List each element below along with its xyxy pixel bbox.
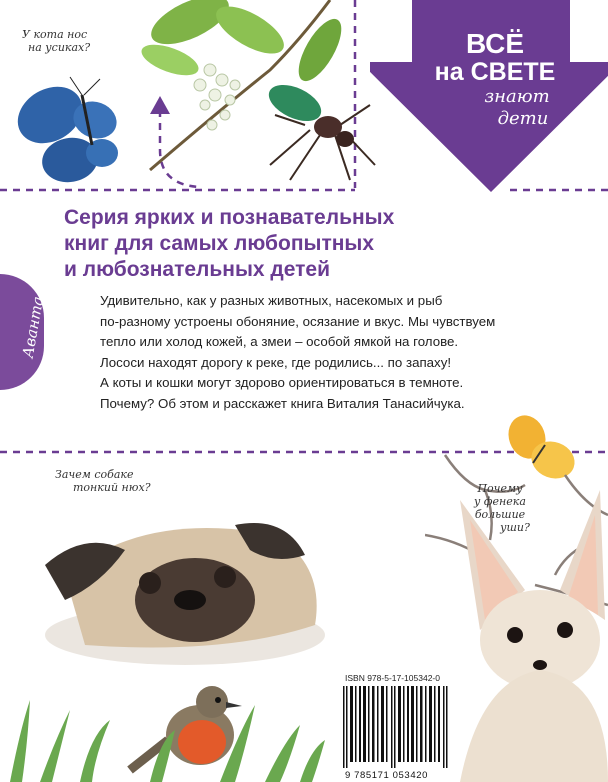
book-description (100, 291, 560, 415)
cat-question (22, 28, 90, 54)
headline-line-1: Серия ярких и познавательных (64, 206, 395, 229)
dog-question-line-2: тонкий нюх? (73, 481, 151, 494)
fox-question-line-4: уши? (500, 521, 530, 534)
pug-dog (25, 505, 325, 675)
logo-line-3: знают (484, 86, 550, 107)
logo-line-4: дети (497, 108, 549, 129)
cat-question-line-2: на усиках? (28, 41, 91, 54)
dog-question-line-1: Зачем собаке (55, 468, 134, 481)
fox-question-line-3: большие (474, 508, 526, 521)
headline-line-3: и любознательных детей (64, 258, 331, 281)
logo-line-2: на СВЕТЕ (434, 58, 556, 86)
grass (0, 700, 330, 782)
description-line-2: по-разному устроены обоняние, осязание и вкус. Мы чувствуем (100, 313, 496, 329)
description-line-1: Удивительно, как у разных животных, насекомых и рыб (100, 293, 443, 308)
description-line-4: Лососи находят дорогу к реке, где родились... по запаху! (100, 354, 452, 370)
series-logo-text (405, 30, 585, 130)
description-line-5: А коты и кошки могут здорово ориентироваться в темноте. (100, 375, 464, 391)
headline-line-2: книг для самых любопытных (64, 232, 375, 255)
series-headline (64, 205, 544, 283)
isbn-label: ISBN 978-5-17-105342-0 (345, 673, 440, 683)
dog-question (55, 468, 151, 494)
publisher-logo: Аванта (18, 294, 48, 360)
fox-question-line-1: Почему (477, 482, 523, 495)
green-beetle (250, 75, 380, 185)
barcode-digits: 9 785171 053420 (345, 770, 428, 781)
barcode (339, 686, 453, 768)
fox-question-line-2: у фенека (474, 495, 526, 508)
description-line-6: Почему? Об этом и расскажет книга Виталия Танасийчука. (100, 395, 465, 411)
fennec-fox (440, 480, 608, 782)
cat-question-line-1: У кота нос (22, 28, 88, 41)
blue-butterfly (10, 75, 125, 195)
logo-line-1: ВСЁ (465, 28, 525, 59)
description-line-3: тепло или холод кожей, а змеи – особой ямкой на голове. (100, 334, 459, 350)
